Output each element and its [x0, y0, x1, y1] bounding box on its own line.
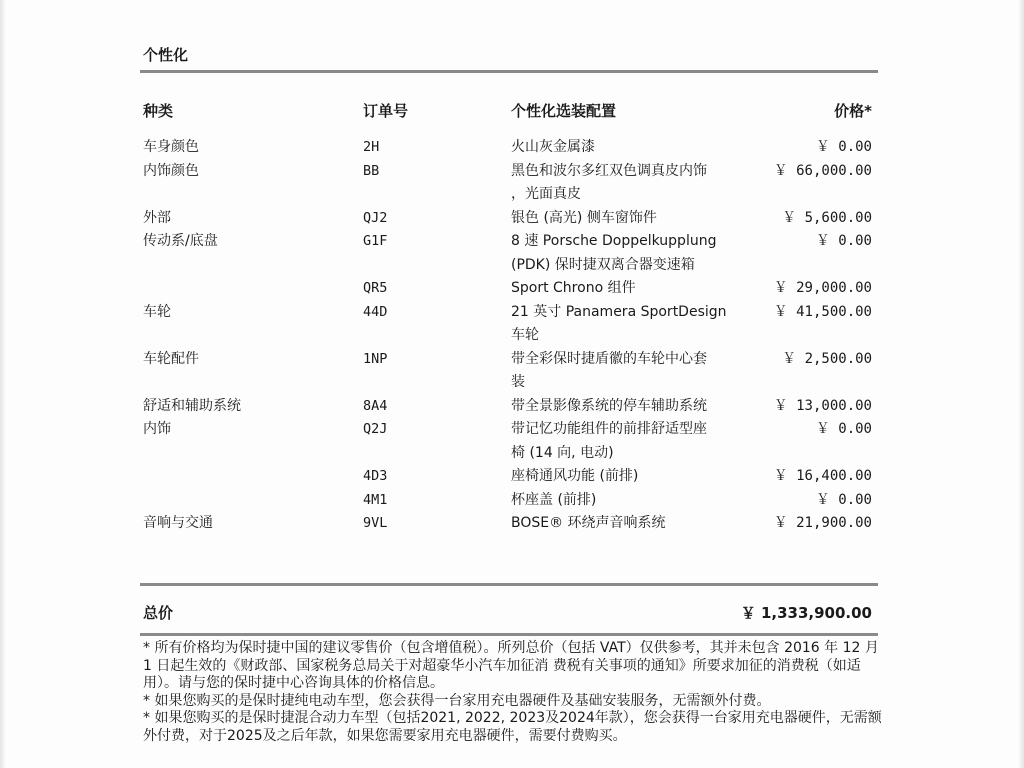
- cell-code: QR5: [363, 280, 388, 296]
- config-line: 车轮: [511, 327, 539, 343]
- config-line: 杯座盖 (前排): [511, 491, 597, 508]
- config-line: 椅 (14 向, 电动): [511, 444, 614, 461]
- cell-code: 1NP: [363, 350, 388, 367]
- cell-config: [511, 160, 756, 207]
- cell-category: 车轮: [143, 303, 171, 320]
- config-line: 带记忆功能组件的前排舒适型座: [511, 421, 707, 437]
- config-line: (PDK) 保时捷双离合器变速箱: [511, 256, 695, 273]
- config-line: BOSE® 环绕声音响系统: [511, 515, 666, 531]
- cell-price: ￥ 0.00: [815, 491, 872, 508]
- total-divider-top: [140, 583, 878, 586]
- section-title: 个性化: [143, 46, 189, 64]
- footnote: * 如果您购买的是保时捷混合动力车型（包括2021, 2022, 2023及2024年款），您会获得一台家用充电器硬件，无需额外付费，对于2025及之后年款，如果您需要家用充电器硬件，需要付费购买。: [143, 710, 882, 744]
- config-line: 座椅通风功能 (前排): [511, 468, 639, 484]
- cell-config: [511, 489, 756, 513]
- cell-code: QJ2: [363, 209, 388, 226]
- cell-category: 车轮配件: [143, 350, 199, 367]
- cell-config: [511, 136, 756, 160]
- cell-code: Q2J: [363, 421, 388, 437]
- cell-config: [511, 277, 756, 301]
- cell-price: ￥ 13,000.00: [773, 397, 872, 414]
- page-edge-right: [1018, 0, 1024, 768]
- header-divider: [140, 70, 878, 73]
- cell-price: ￥ 0.00: [815, 233, 872, 249]
- cell-config: [511, 395, 756, 419]
- cell-config: [511, 465, 756, 489]
- footnote: * 所有价格均为保时捷中国的建议零售价（包含增值税）。所列总价（包括 VAT）仅供参考，其并未包含 2016 年 12 月 1 日起生效的《财政部、国家税务总局关于对超豪华小汽车加征消 费税有关事项的通知》所要求加征的消费税（如适用）。请与您的保时捷中心咨询具体的价格信息。: [143, 640, 879, 691]
- cell-code: 9VL: [363, 515, 388, 531]
- cell-config: [511, 230, 756, 277]
- column-header-price: 价格*: [834, 102, 872, 120]
- cell-price: ￥ 5,600.00: [782, 209, 872, 226]
- column-header-config: 个性化选装配置: [511, 102, 617, 120]
- config-line: 黑色和波尔多红双色调真皮内饰: [511, 162, 707, 179]
- cell-category: 外部: [143, 209, 171, 226]
- cell-category: 音响与交通: [143, 515, 213, 531]
- cell-category: 车身颜色: [143, 139, 199, 155]
- cell-code: 2H: [363, 139, 380, 155]
- total-value: ￥ 1,333,900.00: [740, 604, 872, 622]
- cell-price: ￥ 29,000.00: [773, 280, 872, 296]
- cell-config: [511, 512, 756, 536]
- config-line: Sport Chrono 组件: [511, 280, 636, 296]
- cell-category: 传动系/底盘: [143, 233, 218, 249]
- config-line: ，光面真皮: [511, 186, 581, 202]
- config-line: 带全彩保时捷盾徽的车轮中心套: [511, 350, 707, 367]
- cell-code: 8A4: [363, 397, 388, 414]
- cell-price: ￥ 21,900.00: [773, 515, 872, 531]
- footnotes: [143, 640, 883, 745]
- config-line: 火山灰金属漆: [511, 139, 595, 155]
- cell-price: ￥ 16,400.00: [773, 468, 872, 484]
- cell-code: G1F: [363, 233, 388, 249]
- cell-category: 内饰: [143, 421, 171, 437]
- footnote: * 如果您购买的是保时捷纯电动车型，您会获得一台家用充电器硬件及基础安装服务，无需额外付费。: [143, 692, 771, 709]
- cell-category: 舒适和辅助系统: [143, 397, 241, 414]
- cell-category: 内饰颜色: [143, 162, 199, 179]
- config-line: 8 速 Porsche Doppelkupplung: [511, 233, 717, 249]
- config-line: 21 英寸 Panamera SportDesign: [511, 303, 727, 320]
- cell-price: ￥ 66,000.00: [773, 162, 872, 179]
- cell-code: 4D3: [363, 468, 388, 484]
- cell-price: ￥ 41,500.00: [773, 303, 872, 320]
- cell-price: ￥ 2,500.00: [782, 350, 872, 367]
- total-label: 总价: [143, 604, 174, 622]
- cell-code: BB: [363, 162, 380, 179]
- page-edge-left: [0, 0, 6, 768]
- total-divider-bottom: [140, 633, 878, 636]
- cell-price: ￥ 0.00: [815, 421, 872, 437]
- cell-price: ￥ 0.00: [815, 139, 872, 155]
- column-header-category: 种类: [143, 102, 174, 120]
- cell-config: [511, 207, 756, 231]
- cell-config: [511, 348, 756, 395]
- cell-config: [511, 301, 756, 348]
- config-line: 装: [511, 374, 525, 390]
- cell-code: 44D: [363, 303, 388, 320]
- cell-config: [511, 418, 756, 465]
- config-line: 带全景影像系统的停车辅助系统: [511, 397, 707, 414]
- config-line: 银色 (高光) 侧车窗饰件: [511, 209, 657, 226]
- column-header-code: 订单号: [363, 102, 409, 120]
- cell-code: 4M1: [363, 491, 388, 508]
